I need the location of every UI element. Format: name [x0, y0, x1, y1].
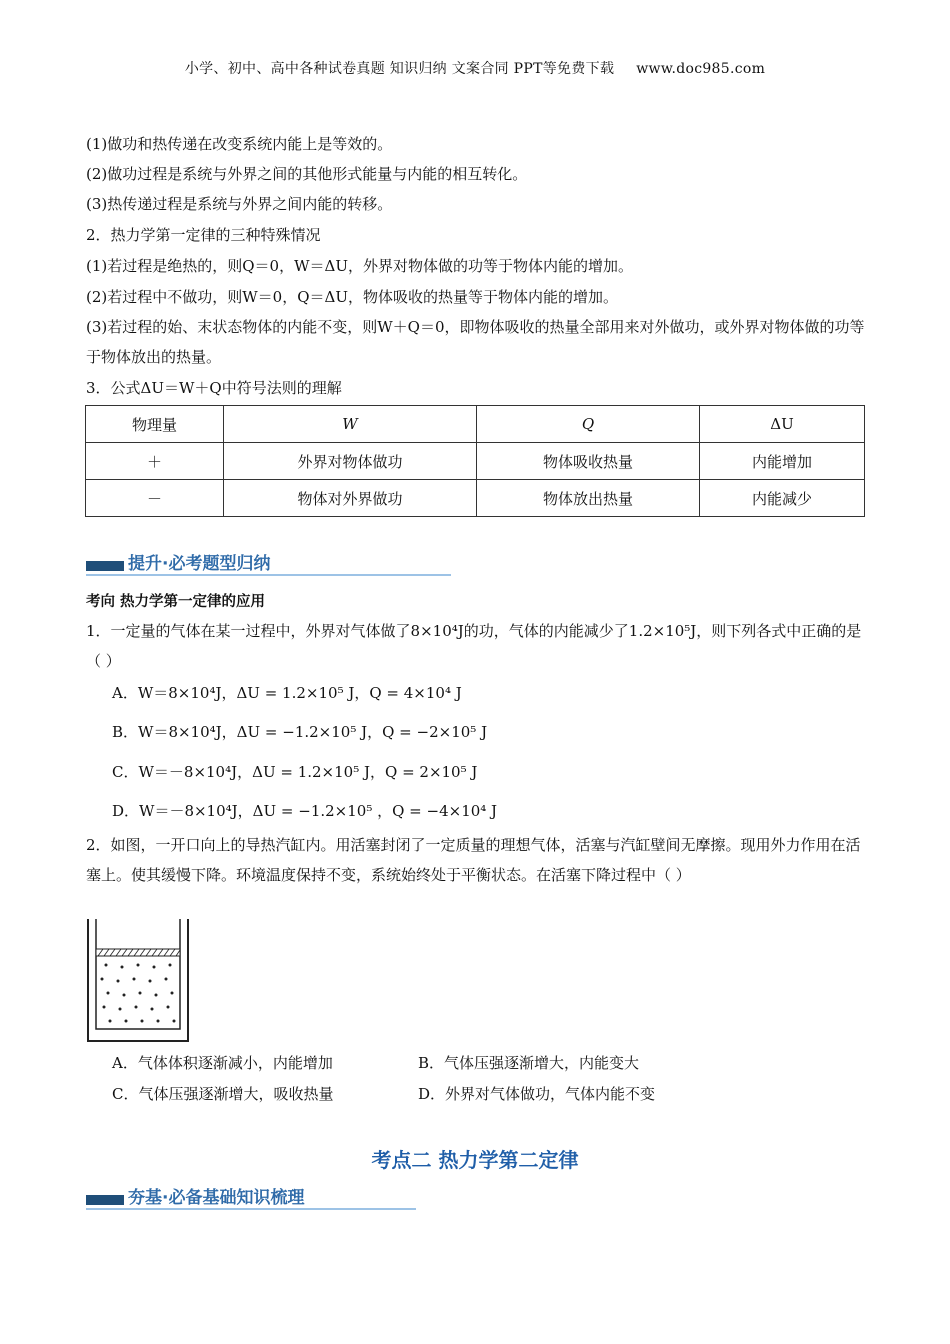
- q2-option-c[interactable]: C．气体压强逐渐增大，吸收热量: [112, 1085, 334, 1103]
- sign-convention-table: [85, 405, 865, 517]
- banner-block: [86, 561, 124, 571]
- table-row: [86, 443, 865, 480]
- subheading: 3．公式ΔU＝W＋Q中符号法则的理解: [86, 379, 342, 397]
- table-cell: 物体对外界做功: [224, 480, 477, 517]
- subheading: 2．热力学第一定律的三种特殊情况: [86, 226, 321, 244]
- q2-option-a[interactable]: A．气体体积逐渐减小，内能增加: [112, 1054, 333, 1072]
- q2-option-b[interactable]: B．气体压强逐渐增大，内能变大: [418, 1054, 640, 1072]
- text-line: (2)做功过程是系统与外界之间的其他形式能量与内能的相互转化。: [86, 165, 528, 183]
- table-header-cell: W: [224, 406, 477, 443]
- section-title: 提升·必考题型归纳: [128, 554, 271, 574]
- table-row: [86, 480, 865, 517]
- cylinder-piston-diagram: [86, 917, 190, 1043]
- text-line: (3)热传递过程是系统与外界之间内能的转移。: [86, 195, 393, 213]
- q1-option-b[interactable]: B．W＝8×10⁴J，ΔU = −1.2×10⁵ J，Q = −2×10⁵ J: [112, 723, 488, 741]
- section-title: 夯基·必备基础知识梳理: [128, 1188, 305, 1208]
- question-1-stem: 1．一定量的气体在某一过程中，外界对气体做了8×10⁴J的功，气体的内能减少了1.2×10⁵J，则下列各式中正确的是（ ）: [86, 622, 862, 670]
- banner-rule: [86, 1208, 416, 1210]
- table-header-cell: ΔU: [700, 406, 865, 443]
- table-cell: 物体放出热量: [477, 480, 700, 517]
- text-paragraph: (3)若过程的始、末状态物体的内能不变，则W＋Q＝0，即物体吸收的热量全部用来对外做功，或外界对物体做的功等于物体放出的热量。: [86, 318, 865, 366]
- cylinder-inner: [96, 919, 180, 1029]
- section-banner: [86, 1184, 416, 1210]
- topic-heading: 考向 热力学第一定律的应用: [86, 594, 266, 610]
- page-header: [0, 58, 950, 78]
- table-cell: －: [86, 480, 224, 517]
- gas-particles: [101, 964, 176, 1023]
- text-line: (2)若过程中不做功，则W＝0，Q＝ΔU，物体吸收的热量等于物体内能的增加。: [86, 288, 618, 306]
- q1-option-c[interactable]: C．W＝－8×10⁴J，ΔU = 1.2×10⁵ J，Q = 2×10⁵ J: [112, 763, 478, 781]
- section-heading: 考点二 热力学第二定律: [371, 1148, 579, 1172]
- table-cell: 内能减少: [700, 480, 865, 517]
- question-2-stem: 2．如图，一开口向上的导热汽缸内。用活塞封闭了一定质量的理想气体，活塞与汽缸壁间无摩擦。现用外力作用在活塞上。使其缓慢下降。环境温度保持不变，系统始终处于平衡状态。在活塞下降过程中（ ）: [86, 836, 861, 884]
- text-line: (1)若过程是绝热的，则Q＝0，W＝ΔU，外界对物体做的功等于物体内能的增加。: [86, 257, 633, 275]
- table-cell: 外界对物体做功: [224, 443, 477, 480]
- table-cell: 物体吸收热量: [477, 443, 700, 480]
- q1-option-d[interactable]: D．W＝－8×10⁴J，ΔU = −1.2×10⁵ ，Q = −4×10⁴ J: [112, 802, 498, 820]
- table-cell: ＋: [86, 443, 224, 480]
- table-cell: 内能增加: [700, 443, 865, 480]
- section-banner: [86, 550, 451, 576]
- banner-block: [86, 1195, 124, 1205]
- q2-option-d[interactable]: D．外界对气体做功，气体内能不变: [418, 1085, 656, 1103]
- text-line: (1)做功和热传递在改变系统内能上是等效的。: [86, 135, 393, 153]
- header-text: 小学、初中、高中各种试卷真题 知识归纳 文案合同 PPT等免费下载: [184, 61, 615, 77]
- header-url[interactable]: www.doc985.com: [636, 61, 766, 77]
- table-header-row: [86, 406, 865, 443]
- table-header-cell: Q: [477, 406, 700, 443]
- table-header-cell: 物理量: [86, 406, 224, 443]
- banner-rule: [86, 574, 451, 576]
- q1-option-a[interactable]: A．W＝8×10⁴J，ΔU = 1.2×10⁵ J，Q = 4×10⁴ J: [112, 684, 462, 702]
